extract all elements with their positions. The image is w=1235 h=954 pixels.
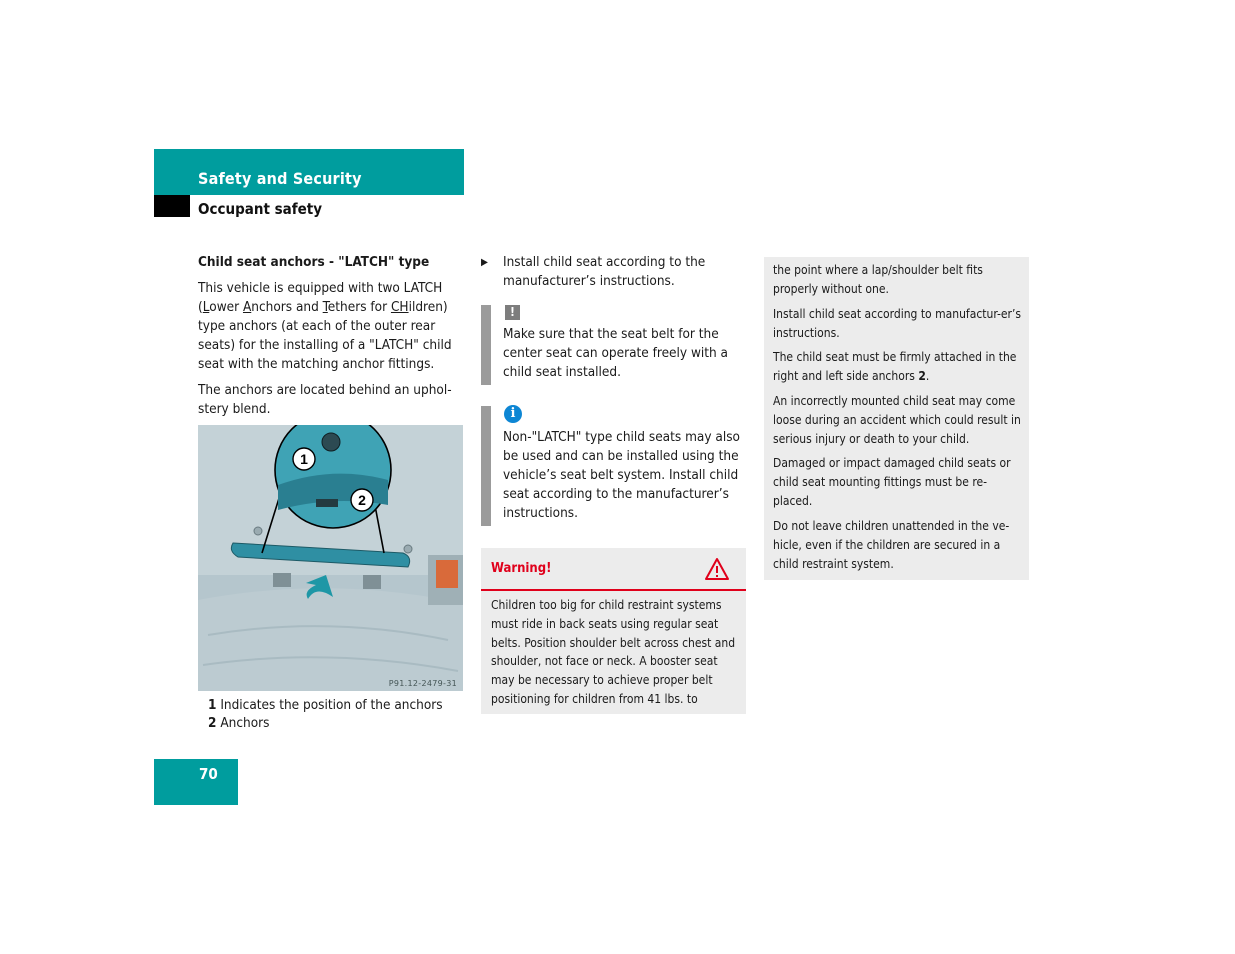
info-icon: i (504, 405, 522, 423)
subsection-title: Occupant safety (198, 200, 323, 218)
continued-text-5: Damaged or impact damaged child seats or child seat mounting fittings must be re-placed. (773, 456, 1011, 508)
caution-icon: ! (505, 305, 520, 320)
header-marker (154, 195, 190, 217)
continued-text-1: the point where a lap/shoulder belt fits properly without one. (773, 263, 983, 296)
info-text: Non-"LATCH" type child seats may also be used and can be installed using the vehicle’s seat belt system. Install child seat according to the manufacturer’s instructions. (503, 429, 740, 521)
latch-anchor-photo (198, 425, 463, 691)
continued-text-2: Install child seat according to manufactur-er’s instructions. (773, 307, 1022, 340)
install-step: Install child seat according to the manufacturer’s instructions. (503, 254, 706, 289)
anchors-location-text: The anchors are located behind an uphol-stery blend. (198, 382, 452, 417)
caution-bar (481, 305, 491, 385)
info-bar (481, 406, 491, 526)
legend-item-1: 1 Indicates the position of the anchors (208, 697, 443, 713)
step-arrow-icon: ▶ (481, 257, 488, 268)
page-number-box (154, 759, 238, 805)
latch-heading: Child seat anchors - "LATCH" type (198, 254, 430, 270)
caution-text: Make sure that the seat belt for the center seat can operate freely with a child seat installed. (503, 326, 729, 380)
warning-triangle-icon (704, 557, 730, 581)
section-title: Safety and Security (198, 169, 362, 188)
callout-1: 1 (300, 451, 308, 467)
warning-text: Children too big for child restraint systems must ride in back seats using regular seat belts. Position shoulder belt across chest and shoulder, not face or neck. A booster seat may be necessary to achieve proper belt positioning for children from 41 lbs. to (491, 598, 736, 706)
figure-code: P91.12-2479-31 (388, 679, 457, 688)
continued-text-6: Do not leave children unattended in the ve-hicle, even if the children are secured in a child restraint system. (773, 519, 1010, 571)
legend-item-2: 2 Anchors (208, 715, 270, 731)
continued-text-4: An incorrectly mounted child seat may come loose during an accident which could result in serious injury or death to your child. (773, 394, 1021, 446)
callout-2: 2 (358, 492, 366, 508)
warning-rule (481, 589, 746, 591)
continued-text-3: The child seat must be firmly attached in the right and left side anchors 2. (773, 350, 1017, 383)
page-number: 70 (199, 765, 218, 783)
warning-title: Warning! (491, 561, 552, 576)
latch-description: This vehicle is equipped with two LATCH (Lower Anchors and Tethers for CHildren) type anchors (at each of the outer rear seats) for the installing of a "LATCH" child seat with the matching anchor fittings. (198, 280, 452, 372)
